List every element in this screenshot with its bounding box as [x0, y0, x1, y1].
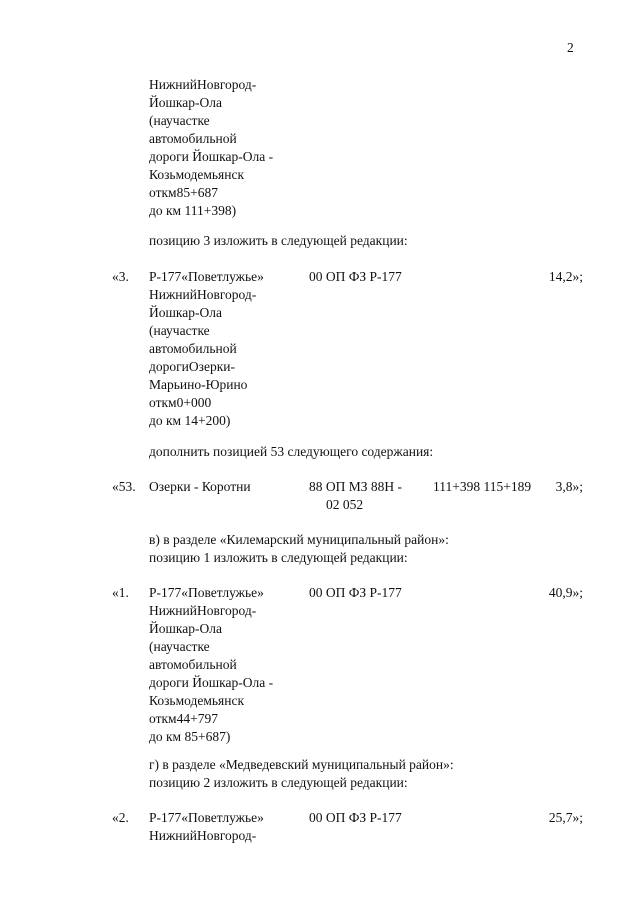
name-line: до км 85+687): [149, 729, 231, 744]
word: (на: [149, 113, 167, 128]
entry-1-name-block: [149, 584, 285, 746]
instruction-position-3: позицию 3 изложить в следующей редакции:: [149, 233, 408, 248]
word: дороги: [149, 359, 189, 374]
entry-3-number: «3.: [112, 269, 129, 284]
word: Р-177: [149, 269, 182, 284]
name-line: Козьмодемьянск: [149, 167, 245, 182]
word: (на: [149, 639, 167, 654]
name-line: [149, 809, 285, 827]
entry-53-km: 111+398 115+189: [433, 479, 532, 494]
word: км: [161, 395, 177, 410]
word: Р-177: [149, 810, 182, 825]
word: от: [149, 711, 162, 726]
word: 85+687: [176, 185, 218, 200]
name-line: автомобильной: [149, 341, 237, 356]
word: -: [230, 359, 235, 374]
word: Новгород: [196, 287, 252, 302]
name-line: [149, 286, 285, 304]
entry-53-code-2: 02 052: [326, 497, 364, 512]
word: Нижний: [149, 287, 197, 302]
entry-3-code: 00 ОП ФЗ Р-177: [309, 269, 402, 284]
name-line: автомобильной: [149, 131, 237, 146]
word: Р-177: [149, 585, 182, 600]
name-line: до км 111+398): [149, 203, 237, 218]
instruction-kilemar-section: в) в разделе «Килемарский муниципальный район»:: [149, 532, 449, 547]
entry-53-number: «53.: [112, 479, 136, 494]
word: -: [201, 377, 206, 392]
name-line: [149, 394, 285, 412]
name-line: [149, 376, 285, 394]
name-line: Козьмодемьянск: [149, 693, 245, 708]
word: -: [251, 77, 257, 92]
word: от: [149, 185, 162, 200]
name-line: [149, 358, 285, 376]
entry-1-value: 40,9»;: [548, 585, 583, 600]
entry-53-code-1: 88 ОП МЗ 88Н -: [309, 479, 403, 494]
instruction-position-2: позицию 2 изложить в следующей редакции:: [149, 775, 408, 790]
entry-1-number: «1.: [112, 585, 129, 600]
word: Нижний: [149, 828, 197, 843]
name-line: [149, 827, 285, 845]
name-line: [149, 710, 285, 728]
name-line: дороги Йошкар-Ола -: [149, 675, 274, 690]
entry-3-value: 14,2»;: [548, 269, 583, 284]
page-number: 2: [567, 40, 574, 55]
name-line: [149, 584, 285, 602]
name-line: Йошкар-Ола: [149, 305, 222, 320]
word: Нижний: [149, 77, 197, 92]
entry-2-name-block: [149, 809, 285, 845]
word: «Поветлужье»: [181, 269, 264, 284]
name-line: дороги Йошкар-Ола -: [149, 149, 274, 164]
entry-53-name: Озерки - Коротни: [149, 479, 251, 494]
word: участке: [166, 323, 210, 338]
word: Озерки: [188, 359, 231, 374]
name-line: [149, 602, 285, 620]
word: участке: [166, 639, 210, 654]
entry-2-code: 00 ОП ФЗ Р-177: [309, 810, 402, 825]
word: Марьино: [149, 377, 202, 392]
word: «Поветлужье»: [181, 810, 264, 825]
word: Юрино: [205, 377, 248, 392]
word: км: [161, 185, 177, 200]
word: Новгород: [196, 77, 252, 92]
entry-53-value: 3,8»;: [555, 479, 583, 494]
word: от: [149, 395, 162, 410]
word: -: [251, 287, 257, 302]
word: Новгород: [196, 828, 252, 843]
name-line: [149, 184, 285, 202]
entry-2-value: 25,7»;: [548, 810, 583, 825]
name-line: Йошкар-Ола: [149, 621, 222, 636]
word: участке: [166, 113, 210, 128]
word: 44+797: [176, 711, 218, 726]
word: 0+000: [176, 395, 212, 410]
entry-1-code: 00 ОП ФЗ Р-177: [309, 585, 402, 600]
name-line: [149, 112, 285, 130]
word: Нижний: [149, 603, 197, 618]
name-line: [149, 268, 285, 286]
name-line: до км 14+200): [149, 413, 231, 428]
continuation-name-block: [149, 76, 285, 220]
name-line: [149, 638, 285, 656]
instruction-position-1: позицию 1 изложить в следующей редакции:: [149, 550, 408, 565]
word: (на: [149, 323, 167, 338]
word: Новгород: [196, 603, 252, 618]
word: -: [251, 603, 257, 618]
instruction-medvedev-section: г) в разделе «Медведевский муниципальный район»:: [149, 757, 454, 772]
name-line: Йошкар-Ола: [149, 95, 222, 110]
entry-2-number: «2.: [112, 810, 129, 825]
name-line: автомобильной: [149, 657, 237, 672]
word: км: [161, 711, 177, 726]
name-line: [149, 322, 285, 340]
instruction-add-53: дополнить позицией 53 следующего содержания:: [149, 444, 434, 459]
entry-3-name-block: [149, 268, 285, 430]
name-line: [149, 76, 285, 94]
word: «Поветлужье»: [181, 585, 264, 600]
word: -: [251, 828, 257, 843]
